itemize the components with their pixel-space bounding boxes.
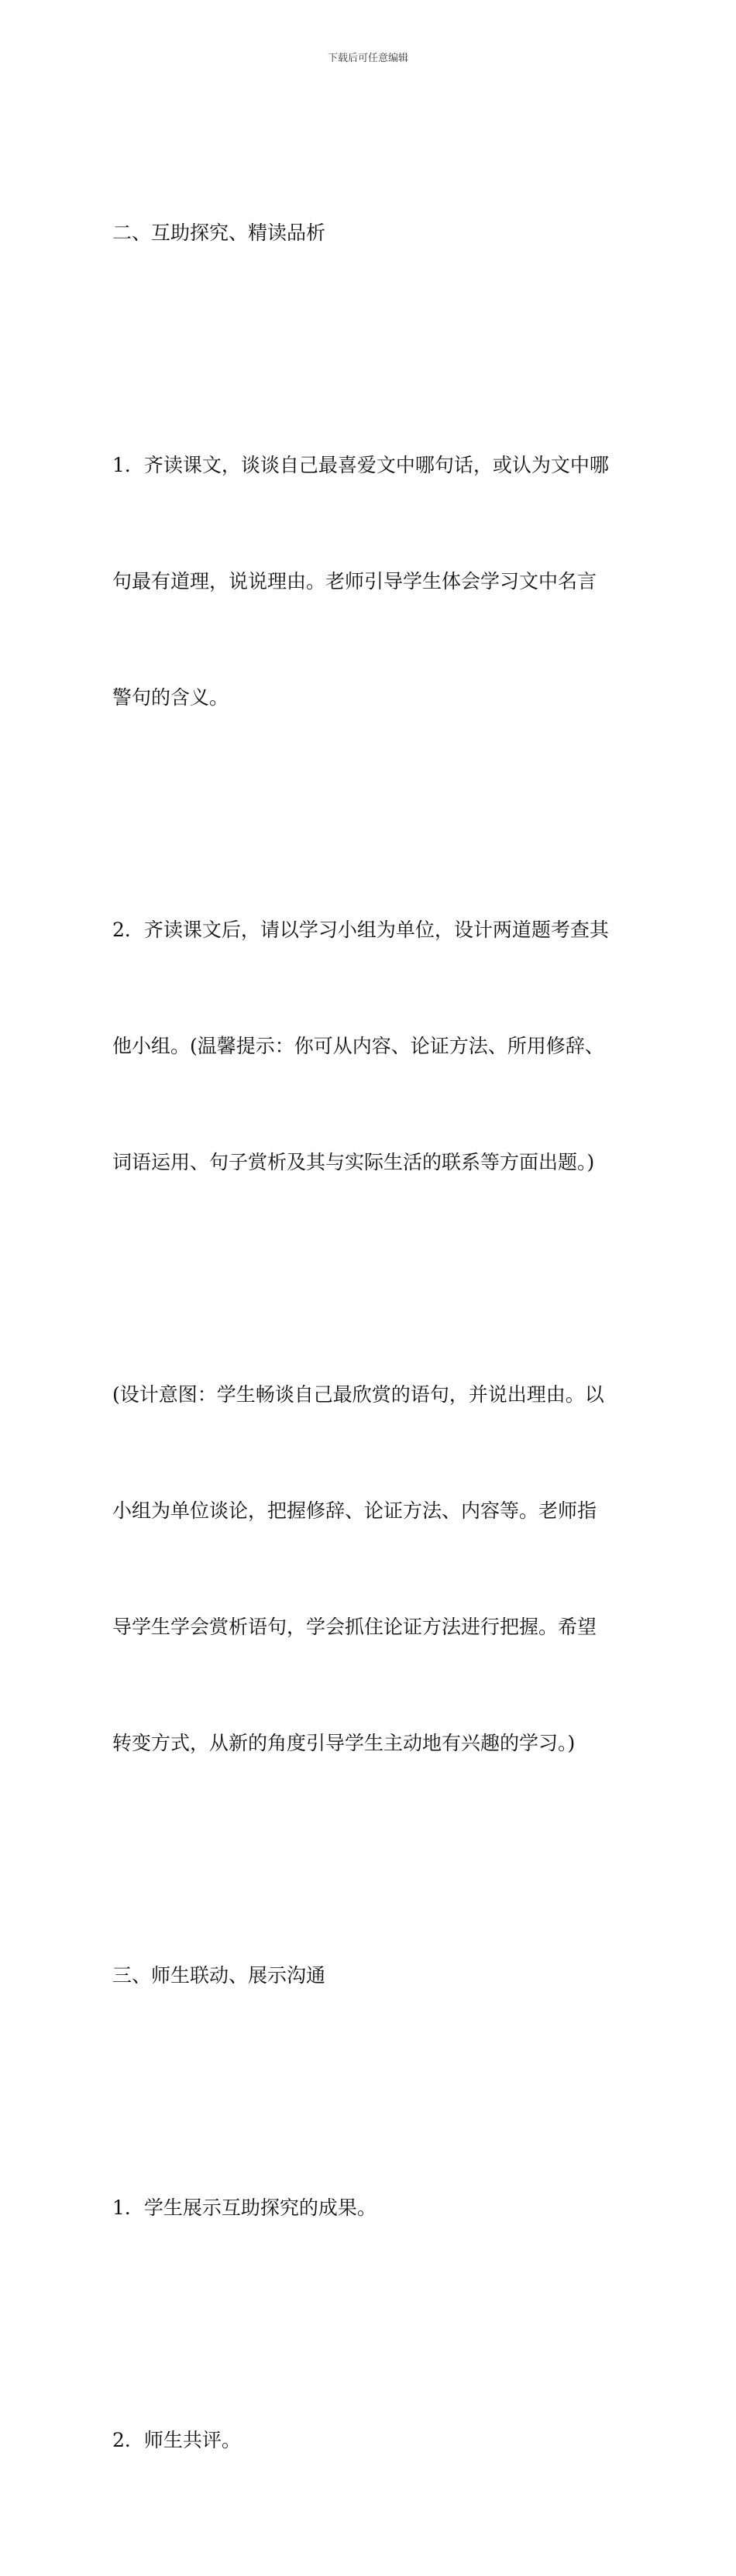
paragraph-item-1 — [112, 369, 631, 795]
text-line: 警句的含义。 — [112, 686, 229, 709]
text-line: 2．师生共评。 — [112, 2429, 241, 2451]
text-line: 三、师生联动、展示沟通 — [112, 1964, 326, 1987]
page-header: 下载后可任意编辑 — [327, 53, 408, 64]
text-line: 二、互助探究、精读品析 — [112, 222, 326, 244]
text-line: 小组为单位谈论，把握修辞、论证方法、内容等。老师指 — [112, 1499, 597, 1522]
paragraph-design-intent — [112, 1298, 631, 1840]
text-line: 句最有道理，说说理由。老师引导学生体会学习文中名言 — [112, 570, 597, 592]
text-line: 导学生学会赏析语句，学会抓住论证方法进行把握。希望 — [112, 1616, 597, 1638]
section-heading-2 — [112, 136, 631, 330]
text-line: 2．齐读课文后，请以学习小组为单位，设计两道题考查其 — [112, 919, 609, 941]
paragraph-step-2 — [112, 2344, 631, 2537]
text-line: 词语运用、句子赏析及其与实际生活的联系等方面出题。) — [112, 1151, 595, 1173]
text-line: (设计意图：学生畅谈自己最欣赏的语句，并说出理由。以 — [112, 1383, 604, 1406]
text-line: 他小组。(温馨提示：你可从内容、论证方法、所用修辞、 — [112, 1035, 604, 1057]
text-line: 1．齐读课文，谈谈自己最喜爱文中哪句话，或认为文中哪 — [112, 454, 609, 476]
paragraph-item-2 — [112, 833, 631, 1259]
paragraph-step-1 — [112, 2111, 631, 2305]
document-body — [112, 136, 631, 2576]
text-line: 1．学生展示互助探究的成果。 — [112, 2196, 377, 2219]
section-heading-3 — [112, 1879, 631, 2073]
text-line: 转变方式，从新的角度引导学生主动地有兴趣的学习。) — [112, 1732, 576, 1754]
